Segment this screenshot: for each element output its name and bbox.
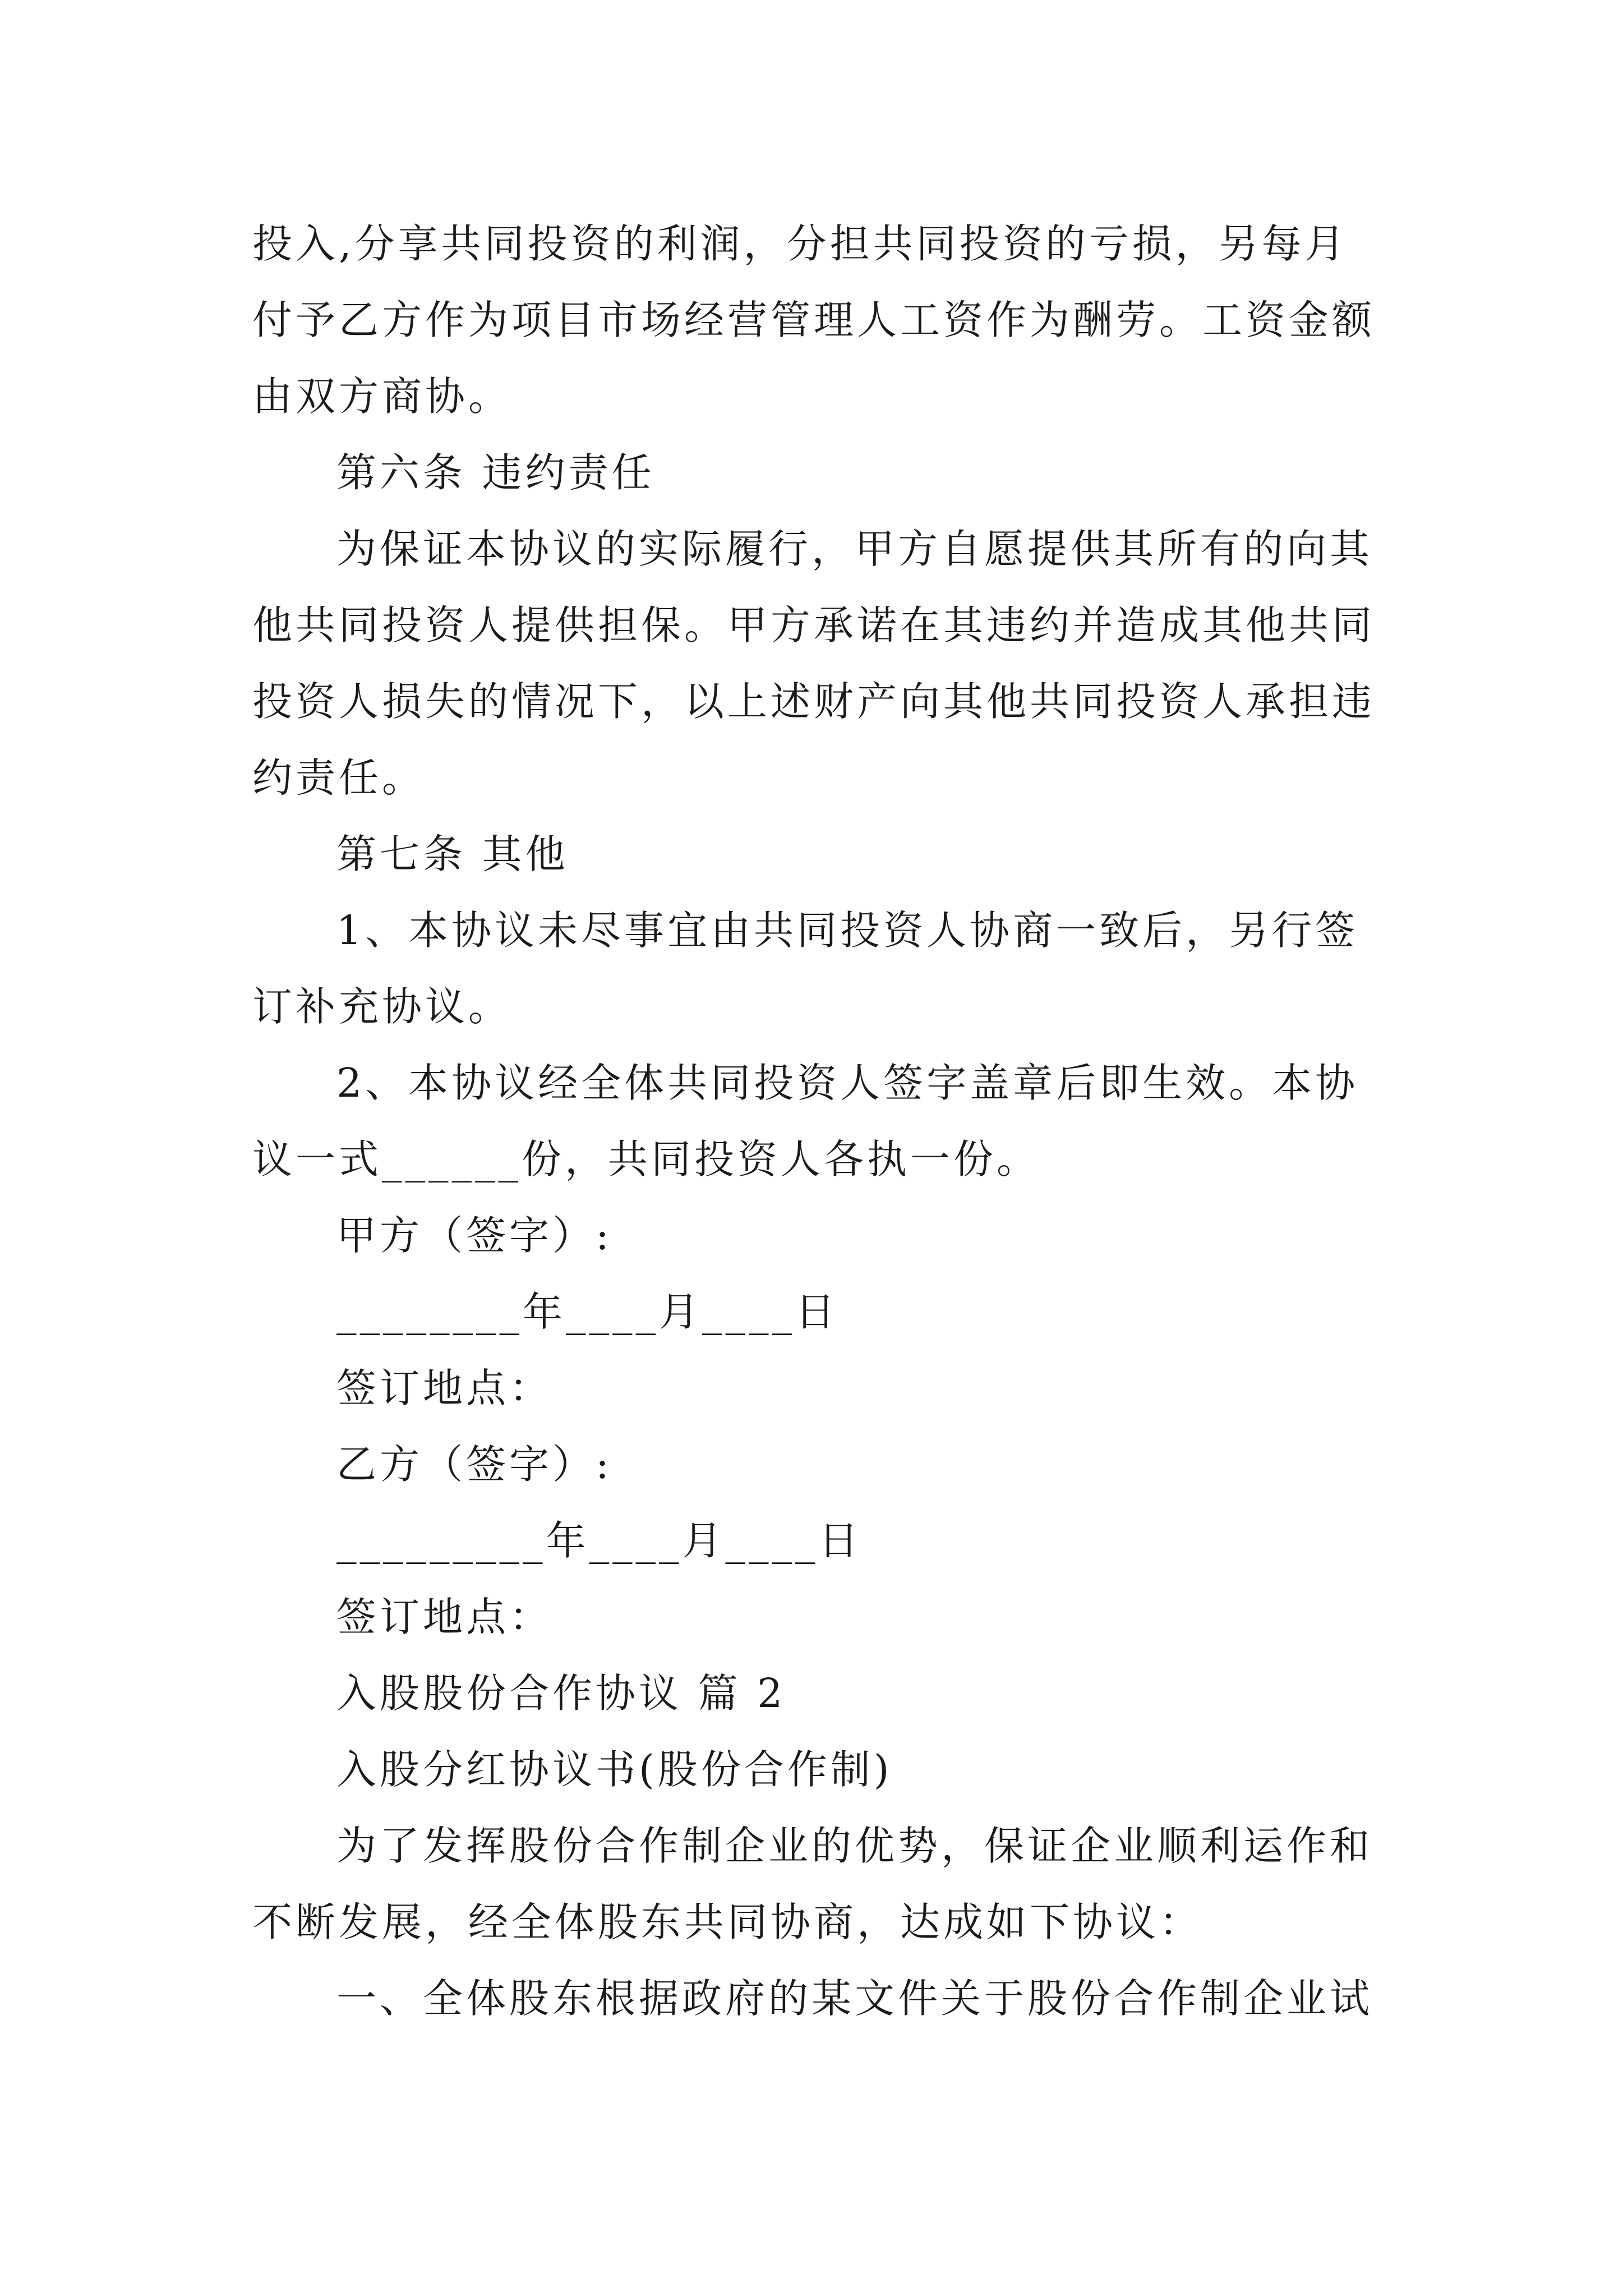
paragraph-line: 他共同投资人提供担保。甲方承诺在其违约并造成其他共同	[252, 602, 1376, 648]
paragraph-line: 不断发展，经全体股东共同协商，达成如下协议：	[252, 1899, 1203, 1945]
paragraph-line: 一、全体股东根据政府的某文件关于股份合作制企业试	[336, 1975, 1373, 2022]
article-subtitle: 入股分红协议书(股份合作制)	[336, 1746, 893, 1793]
signature-label-party-a: 甲方（签字）:	[336, 1212, 612, 1259]
date-line-party-a: ________年____月____日	[336, 1289, 839, 1335]
paragraph-line: 议一式______份，共同投资人各执一份。	[252, 1136, 1040, 1182]
paragraph-line: 由双方商协。	[252, 373, 512, 420]
date-line-party-b: _________年____月____日	[336, 1517, 862, 1564]
section-heading: 第六条 违约责任	[336, 449, 655, 496]
paragraph-line: 投入,分享共同投资的利润，分担共同投资的亏损，另每月	[252, 220, 1348, 267]
article-title: 入股股份合作协议 篇 2	[336, 1670, 786, 1717]
signing-place-party-a: 签订地点：	[336, 1365, 553, 1411]
paragraph-line: 1、本协议未尽事宜由共同投资人协商一致后，另行签	[336, 907, 1359, 954]
paragraph-line: 付予乙方作为项目市场经营管理人工资作为酬劳。工资金额	[252, 297, 1376, 343]
paragraph-line: 订补充协议。	[252, 983, 512, 1030]
paragraph-line: 为了发挥股份合作制企业的优势，保证企业顺利运作和	[336, 1823, 1373, 1869]
paragraph-line: 投资人损失的情况下，以上述财产向其他共同投资人承担违	[252, 678, 1376, 725]
signature-label-party-b: 乙方（签字）:	[336, 1441, 612, 1488]
signing-place-party-b: 签订地点：	[336, 1594, 553, 1640]
section-heading: 第七条 其他	[336, 831, 569, 877]
paragraph-line: 为保证本协议的实际履行，甲方自愿提供其所有的向其	[336, 526, 1373, 572]
paragraph-line: 约责任。	[252, 754, 426, 801]
paragraph-line: 2、本协议经全体共同投资人签字盖章后即生效。本协	[336, 1060, 1359, 1106]
